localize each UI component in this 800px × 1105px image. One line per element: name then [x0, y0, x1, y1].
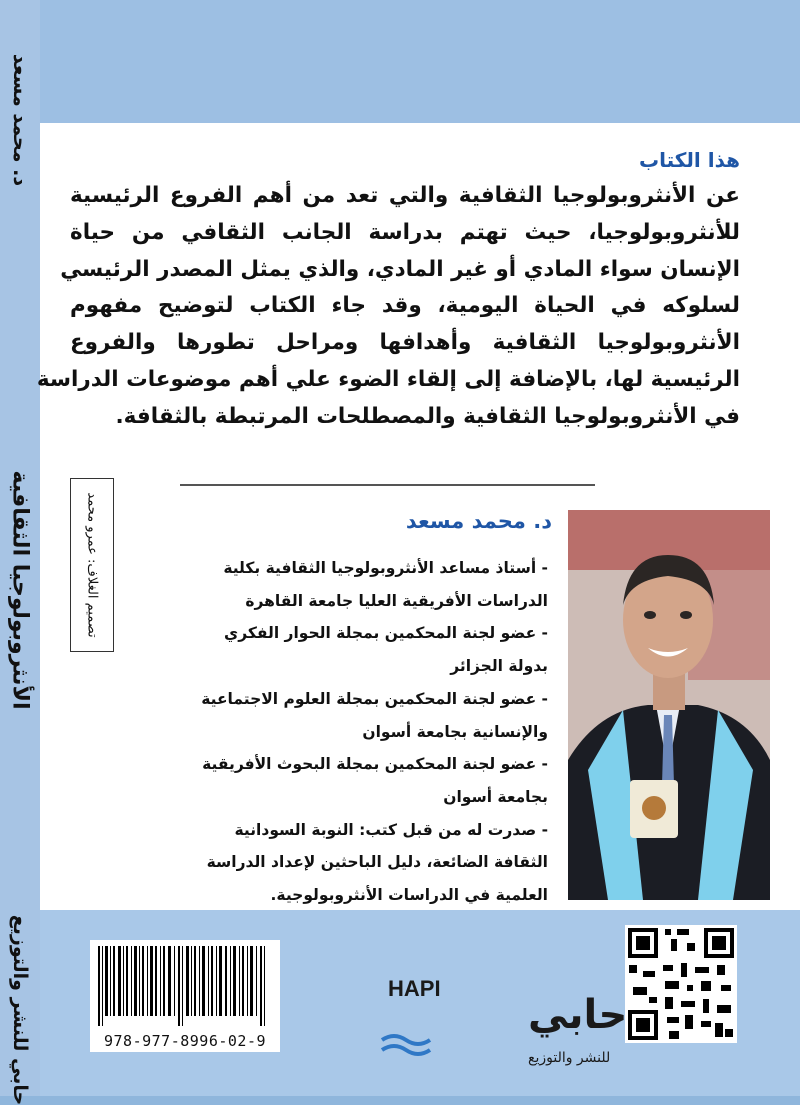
author-name: د. محمد مسعد	[405, 509, 552, 533]
bio-line: بدولة الجزائر	[450, 657, 548, 676]
designer-credit-box	[70, 478, 114, 652]
logo-tagline: للنشر والتوزيع	[528, 1050, 611, 1066]
barcode-icon	[90, 940, 280, 1028]
bio-line: - عضو لجنة المحكمين بمجلة البحوث الأفريقية	[202, 755, 548, 774]
bio-line: بجامعة أسوان	[443, 787, 548, 806]
divider	[180, 484, 595, 486]
isbn-number: 978-977-8996-02-9	[103, 1032, 267, 1050]
bio-line: - أستاذ مساعد الأنثروبولوجيا الثقافية بكلية	[223, 559, 548, 577]
publisher-logo	[380, 960, 628, 1070]
bio-line: - عضو لجنة المحكمين بمجلة العلوم الاجتماعية	[201, 689, 548, 708]
isbn-barcode	[90, 940, 280, 1052]
qr-code	[625, 925, 737, 1043]
author-photo	[568, 510, 770, 900]
blurb-line: الإنسان سواء المادي أو غير المادي، والذي يمثل المصدر الرئيسي	[60, 256, 740, 282]
blurb-line: للأنثروبولوجيا، حيث تهتم بدراسة الجانب الثقافي من حياة	[70, 219, 740, 245]
bio-line: الدراسات الأفريقية العليا جامعة القاهرة	[245, 591, 548, 610]
bio-line: والإنسانية بجامعة أسوان	[362, 722, 548, 741]
bio-line: العلمية في الدراسات الأنثروبولوجية.	[270, 886, 548, 905]
book-spine	[0, 0, 41, 1105]
blurb-line: الأنثروبولوجيا الثقافية وأهدافها ومراحل تطورها والفروع	[70, 330, 740, 356]
spine-publisher: حابي للنشر والتوزيع	[9, 914, 31, 1105]
author-portrait-icon	[568, 510, 770, 900]
blurb-line: في الأنثروبولوجيا الثقافية والمصطلحات المرتبطة بالثقافة.	[115, 403, 740, 429]
top-band	[40, 0, 800, 123]
qr-code-icon	[625, 925, 737, 1043]
bio-line: - عضو لجنة المحكمين بمجلة الحوار الفكري	[223, 624, 548, 643]
spine-title: الأنثروبولوجيا الثقافية	[7, 470, 33, 710]
bio-line: - صدرت له من قبل كتب: النوبة السودانية	[234, 820, 548, 839]
logo-arabic: حابي	[528, 992, 628, 1038]
hapi-logo-icon	[380, 960, 628, 1070]
author-bio	[150, 552, 548, 912]
bio-line: الثقافة الضائعة، دليل الباحثين لإعداد الدراسة	[206, 853, 548, 872]
spine-author: د. محمد مسعد	[9, 53, 31, 187]
blurb-line: عن الأنثروبولوجيا الثقافية والتي تعد من أهم الفروع الرئيسية	[70, 183, 740, 208]
blurb-heading: هذا الكتاب	[638, 148, 740, 172]
designer-credit: تصميم الغلاف: عمرو محمد	[84, 492, 100, 638]
logo-latin: HAPI	[388, 976, 441, 1001]
blurb-line: لسلوكه في الحياة اليومية، وقد جاء الكتاب لتوضيح مفهوم	[70, 293, 740, 319]
blurb-text	[36, 178, 740, 436]
blurb-line: الرئيسية لها، بالإضافة إلى إلقاء الضوء علي أهم موضوعات الدراسة	[36, 366, 740, 392]
